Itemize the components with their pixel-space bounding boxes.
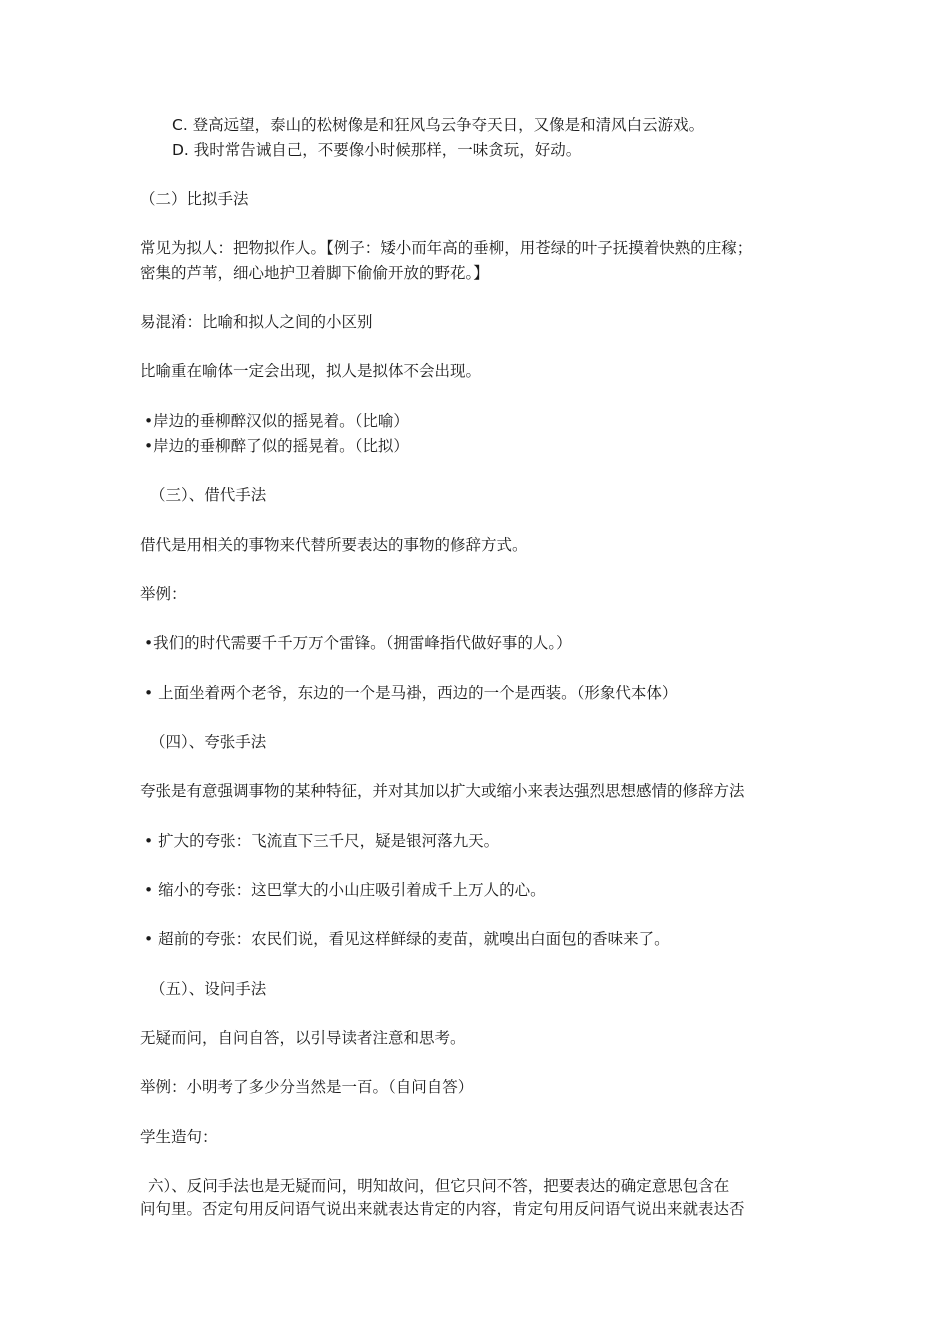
option-d: D. 我时常告诫自己，不要像小时候那样，一味贪玩，好动。 xyxy=(172,141,582,159)
section-heading-personification: （二）比拟手法 xyxy=(140,190,249,208)
hyperbole-example-enlarge: • 扩大的夸张：飞流直下三千尺，疑是银河落九天。 xyxy=(144,832,500,850)
metonymy-examples-label: 举例： xyxy=(140,585,187,603)
rhetorical-question-definition: 无疑而问，自问自答，以引导读者注意和思考。 xyxy=(140,1029,466,1047)
hyperbole-definition: 夸张是有意强调事物的某种特征，并对其加以扩大或缩小来表达强烈思想感情的修辞方法 xyxy=(140,782,745,800)
distinction-rule: 比喻重在喻体一定会出现，拟人是拟体不会出现。 xyxy=(140,362,482,380)
section-heading-metonymy: （三）、借代手法 xyxy=(150,486,267,504)
personification-definition-line2: 密集的芦苇，细心地护卫着脚下偷偷开放的野花。】 xyxy=(140,264,489,282)
personification-definition-line1: 常见为拟人：把物拟作人。【例子：矮小而年高的垂柳，用苍绿的叶子抚摸着快熟的庄稼； xyxy=(140,239,753,257)
option-c: C. 登高远望，泰山的松树像是和狂风乌云争夺天日，又像是和清风白云游戏。 xyxy=(172,116,705,134)
section-heading-rhetorical-question: （五）、设问手法 xyxy=(150,980,267,998)
hyperbole-example-advance: • 超前的夸张：农民们说，看见这样鲜绿的麦苗，就嗅出白面包的香味来了。 xyxy=(144,930,670,948)
example-personification: •岸边的垂柳醉了似的摇晃着。（比拟） xyxy=(144,437,409,455)
confusion-note: 易混淆：比喻和拟人之间的小区别 xyxy=(140,313,373,331)
metonymy-example-1: •我们的时代需要千千万万个雷锋。（拥雷峰指代做好事的人。） xyxy=(144,634,572,652)
section-heading-hyperbole: （四）、夸张手法 xyxy=(150,733,267,751)
metonymy-example-2: • 上面坐着两个老爷，东边的一个是马褂，西边的一个是西装。（形象代本体） xyxy=(144,684,678,702)
hyperbole-example-shrink: • 缩小的夸张：这巴掌大的小山庄吸引着成千上万人的心。 xyxy=(144,881,546,899)
rhetorical-question-example: 举例：小明考了多少分当然是一百。（自问自答） xyxy=(140,1078,474,1096)
student-practice-label: 学生造句： xyxy=(140,1128,218,1146)
metonymy-definition: 借代是用相关的事物来代替所要表达的事物的修辞方式。 xyxy=(140,536,528,554)
example-metaphor: •岸边的垂柳醉汉似的摇晃着。（比喻） xyxy=(144,412,409,430)
section-six-line1: 六）、反问手法也是无疑而问，明知故问，但它只问不答，把要表达的确定意思包含在 xyxy=(148,1177,730,1195)
section-six-line2: 问句里。否定句用反问语气说出来就表达肯定的内容，肯定句用反问语气说出来就表达否 xyxy=(140,1200,745,1218)
